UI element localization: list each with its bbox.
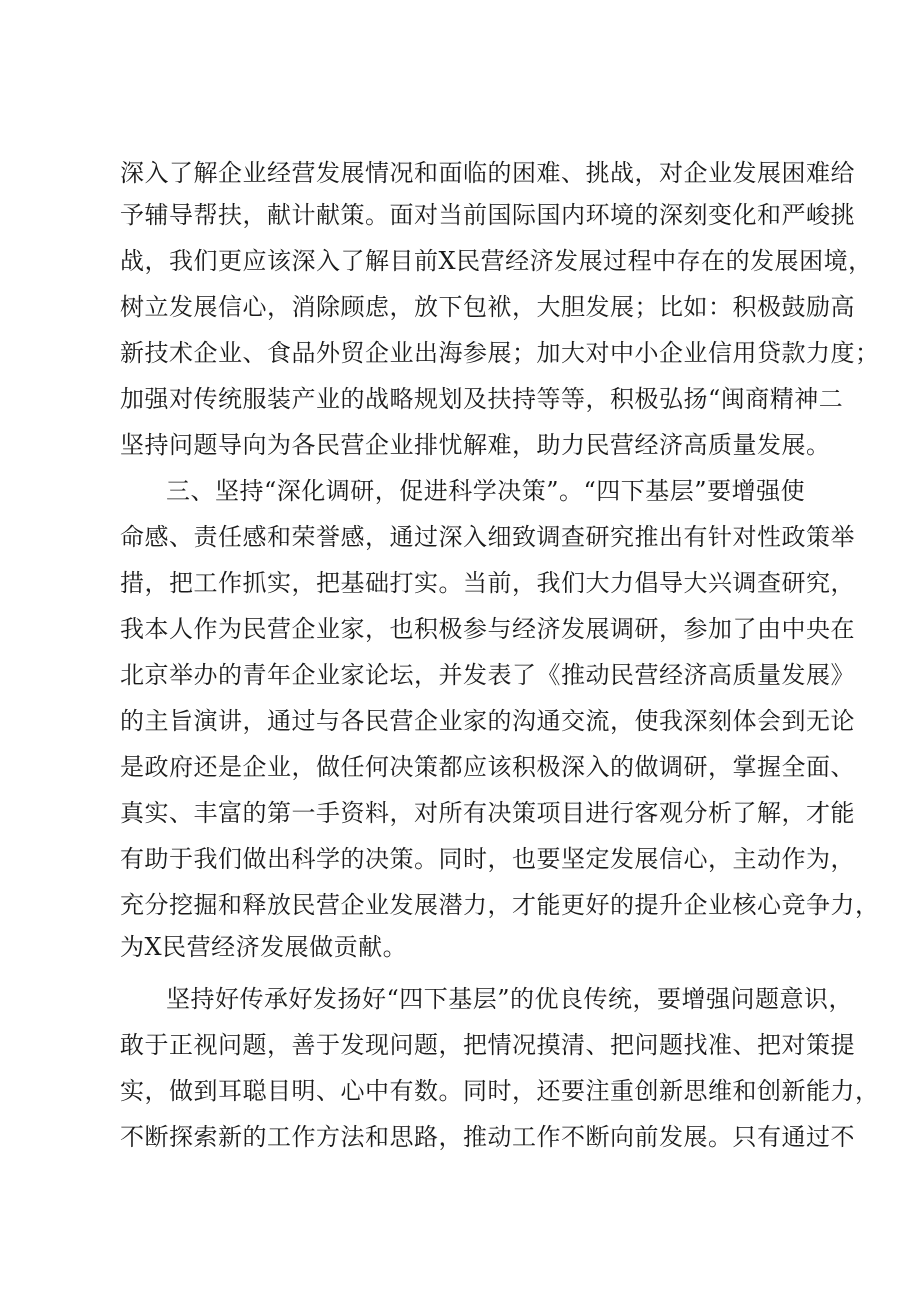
text-line: 树立发展信心，消除顾虑，放下包袱，大胆发展；比如：积极鼓励高 [120, 293, 855, 321]
text-line: 深入了解企业经营发展情况和面临的困难、挑战，对企业发展困难给 [120, 159, 855, 187]
text-line: 予辅导帮扶，献计献策。面对当前国际国内环境的深刻变化和严峻挑 [120, 201, 855, 229]
text-line: 我本人作为民营企业家，也积极参与经济发展调研，参加了由中央在 [120, 615, 855, 643]
section-heading-line: 三、坚持“深化调研，促进科学决策”。“四下基层”要增强使 [166, 477, 806, 505]
text-line: 措，把工作抓实，把基础打实。当前，我们大力倡导大兴调查研究， [120, 569, 855, 597]
text-line: 充分挖掘和释放民营企业发展潜力，才能更好的提升企业核心竞争力， [120, 891, 880, 919]
paragraph-start-line: 坚持好传承好发扬好“四下基层”的优良传统，要增强问题意识， [166, 985, 854, 1013]
text-line: 坚持问题导向为各民营企业排忧解难，助力民营经济高质量发展。 [120, 431, 831, 459]
text-line: 有助于我们做出科学的决策。同时，也要坚定发展信心，主动作为， [120, 845, 855, 873]
text-line: 真实、丰富的第一手资料，对所有决策项目进行客观分析了解，才能 [120, 799, 855, 827]
text-line: 的主旨演讲，通过与各民营企业家的沟通交流，使我深刻体会到无论 [120, 707, 855, 735]
text-line: 命感、责任感和荣誉感，通过深入细致调查研究推出有针对性政策举 [120, 523, 855, 551]
text-line: 为X民营经济发展做贡献。 [120, 933, 408, 961]
text-line: 加强对传统服装产业的战略规划及扶持等等，积极弘扬“闽商精神二 [120, 385, 844, 413]
text-line: 战，我们更应该深入了解目前X民营经济发展过程中存在的发展困境， [120, 247, 873, 275]
text-line: 新技术企业、食品外贸企业出海参展；加大对中小企业信用贷款力度； [120, 339, 880, 367]
text-line: 敢于正视问题，善于发现问题，把情况摸清、把问题找准、把对策提 [120, 1031, 855, 1059]
text-line: 不断探索新的工作方法和思路，推动工作不断向前发展。只有通过不 [120, 1123, 855, 1151]
text-line: 实，做到耳聪目明、心中有数。同时，还要注重创新思维和创新能力， [120, 1077, 880, 1105]
text-line: 是政府还是企业，做任何决策都应该积极深入的做调研，掌握全面、 [120, 753, 855, 781]
text-line: 北京举办的青年企业家论坛，并发表了《推动民营经济高质量发展》 [120, 661, 855, 689]
